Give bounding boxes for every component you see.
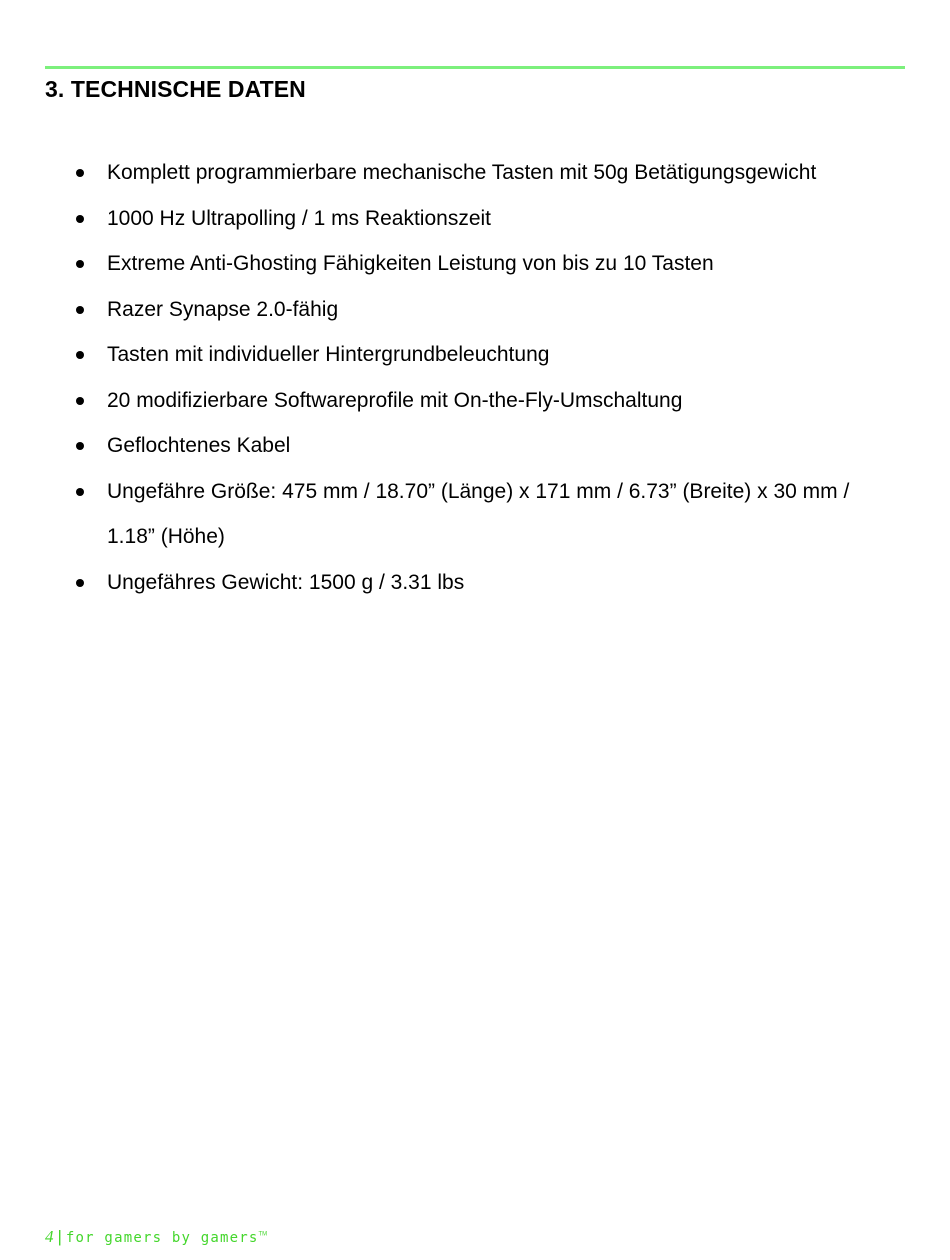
spec-text: 1000 Hz Ultrapolling / 1 ms Reaktionszeit: [107, 206, 492, 230]
bullet-icon: [76, 169, 84, 177]
spec-item: [0, 150, 950, 196]
spec-item: [0, 469, 950, 560]
section-heading: 3. TECHNISCHE DATEN: [45, 76, 306, 102]
page-number: 4: [45, 1227, 54, 1246]
spec-text: 20 modifizierbare Softwareprofile mit On-the-Fly-Umschaltung: [107, 388, 683, 412]
spec-text: Razer Synapse 2.0-fähig: [107, 297, 339, 321]
header-rule: [45, 66, 905, 69]
bullet-icon: [76, 351, 84, 359]
spec-text: Tasten mit individueller Hintergrundbeleuchtung: [107, 343, 550, 366]
spec-text: Komplett programmierbare mechanische Tasten mit 50g Betätigungsgewicht: [107, 161, 817, 184]
bullet-icon: [76, 397, 84, 405]
spec-text: Ungefähre Größe: 475 mm / 18.70” (Länge) x 171 mm / 6.73” (Breite) x 30 mm / 1.18” (Höhe): [107, 479, 850, 548]
spec-item: [0, 332, 950, 378]
spec-item: [0, 241, 950, 287]
bullet-icon: [76, 442, 84, 450]
trademark-mark: TM: [258, 1231, 268, 1238]
bullet-icon: [76, 260, 84, 268]
spec-text: Geflochtenes Kabel: [107, 434, 291, 457]
spec-item: [0, 560, 950, 606]
spec-text: Ungefähres Gewicht: 1500 g / 3.31 lbs: [107, 570, 465, 594]
spec-list: [0, 150, 950, 605]
bullet-icon: [76, 215, 84, 223]
bullet-icon: [76, 306, 84, 314]
page-footer: [45, 1227, 267, 1247]
spec-item: [0, 423, 950, 469]
footer-tagline: for gamers by gamers: [65, 1230, 259, 1246]
spec-item: [0, 196, 950, 242]
bullet-icon: [76, 579, 84, 587]
spec-item: [0, 287, 950, 333]
footer-separator: |: [57, 1227, 62, 1246]
spec-text: Extreme Anti-Ghosting Fähigkeiten Leistung von bis zu 10 Tasten: [107, 252, 714, 275]
spec-item: [0, 378, 950, 424]
bullet-icon: [76, 488, 84, 496]
